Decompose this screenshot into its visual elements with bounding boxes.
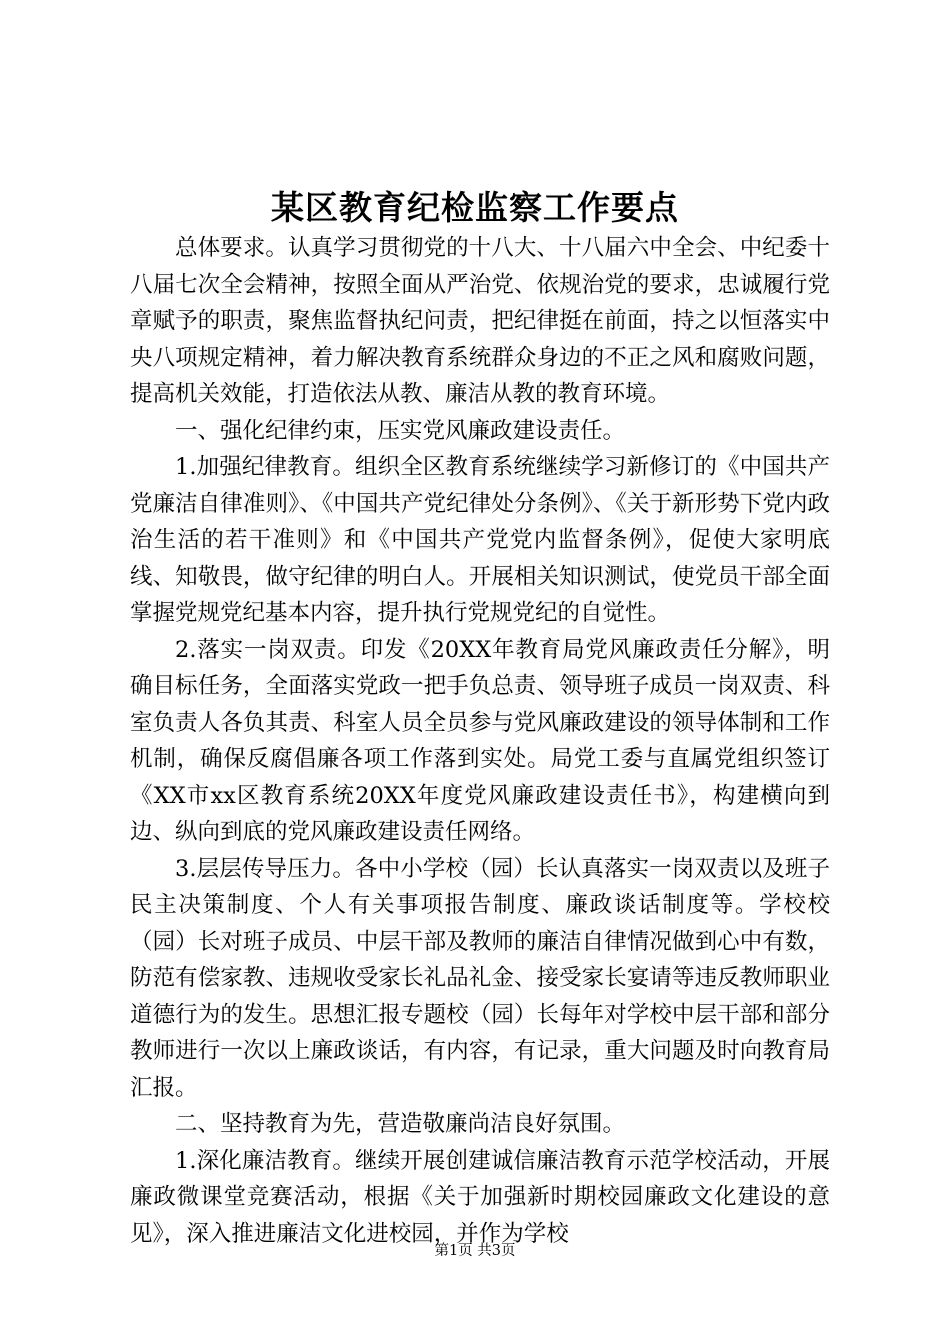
paragraph-1-3: 3.层层传导压力。各中小学校（园）长认真落实一岗双责以及班子民主决策制度、个人有关事项报告制度、廉政谈话制度等。学校校（园）长对班子成员、中层干部及教师的廉洁自律情况做到心中有数，防范有偿家教、违规收受家长礼品礼金、接受家长宴请等违反教师职业道德行为的发生。思想汇报专题校（园）长每年对学校中层干部和部分教师进行一次以上廉政谈话，有内容，有记录，重大问题及时向教育局汇报。 <box>130 855 830 1101</box>
paragraph-general-requirements: 总体要求。认真学习贯彻党的十八大、十八届六中全会、中纪委十八届七次全会精神，按照全面从严治党、依规治党的要求，忠诚履行党章赋予的职责，聚焦监督执纪问责，把纪律挺在前面，持之以恒落实中央八项规定精神，着力解决教育系统群众身边的不正之风和腐败问题，提高机关效能，打造依法从教、廉洁从教的教育环境。 <box>130 235 830 407</box>
section-heading-1: 一、强化纪律约束，压实党风廉政建设责任。 <box>175 417 626 444</box>
document-title: 某区教育纪检监察工作要点 <box>271 188 679 227</box>
paragraph-2-1: 1.深化廉洁教育。继续开展创建诚信廉洁教育示范学校活动，开展廉政微课堂竞赛活动，根据《关于加强新时期校园廉政文化建设的意见》，深入推进廉洁文化进校园，并作为学校 <box>130 1147 830 1247</box>
paragraph-1-2: 2.落实一岗双责。印发《20XX年教育局党风廉政责任分解》，明确目标任务，全面落实党政一把手负总责、领导班子成员一岗双责、科室负责人各负其责、科室人员全员参与党风廉政建设的领导体制和工作机制，确保反腐倡廉各项工作落到实处。局党工委与直属党组织签订《XX市xx区教育系统20XX年度党风廉政建设责任书》，构建横向到边、纵向到底的党风廉政建设责任网络。 <box>130 636 830 845</box>
page-number-footer: 第1页 共3页 <box>434 1243 516 1259</box>
paragraph-1-1: 1.加强纪律教育。组织全区教育系统继续学习新修订的《中国共产党廉洁自律准则》、《中国共产党纪律处分条例》、《关于新形势下党内政治生活的若干准则》和《中国共产党党内监督条例》，促使大家明底线、知敬畏，做守纪律的明白人。开展相关知识测试，使党员干部全面掌握党规党纪基本内容，提升执行党规党纪的自觉性。 <box>130 454 830 626</box>
document-body <box>130 230 830 1252</box>
section-heading-2: 二、坚持教育为先，营造敬廉尚洁良好氛围。 <box>175 1111 626 1137</box>
